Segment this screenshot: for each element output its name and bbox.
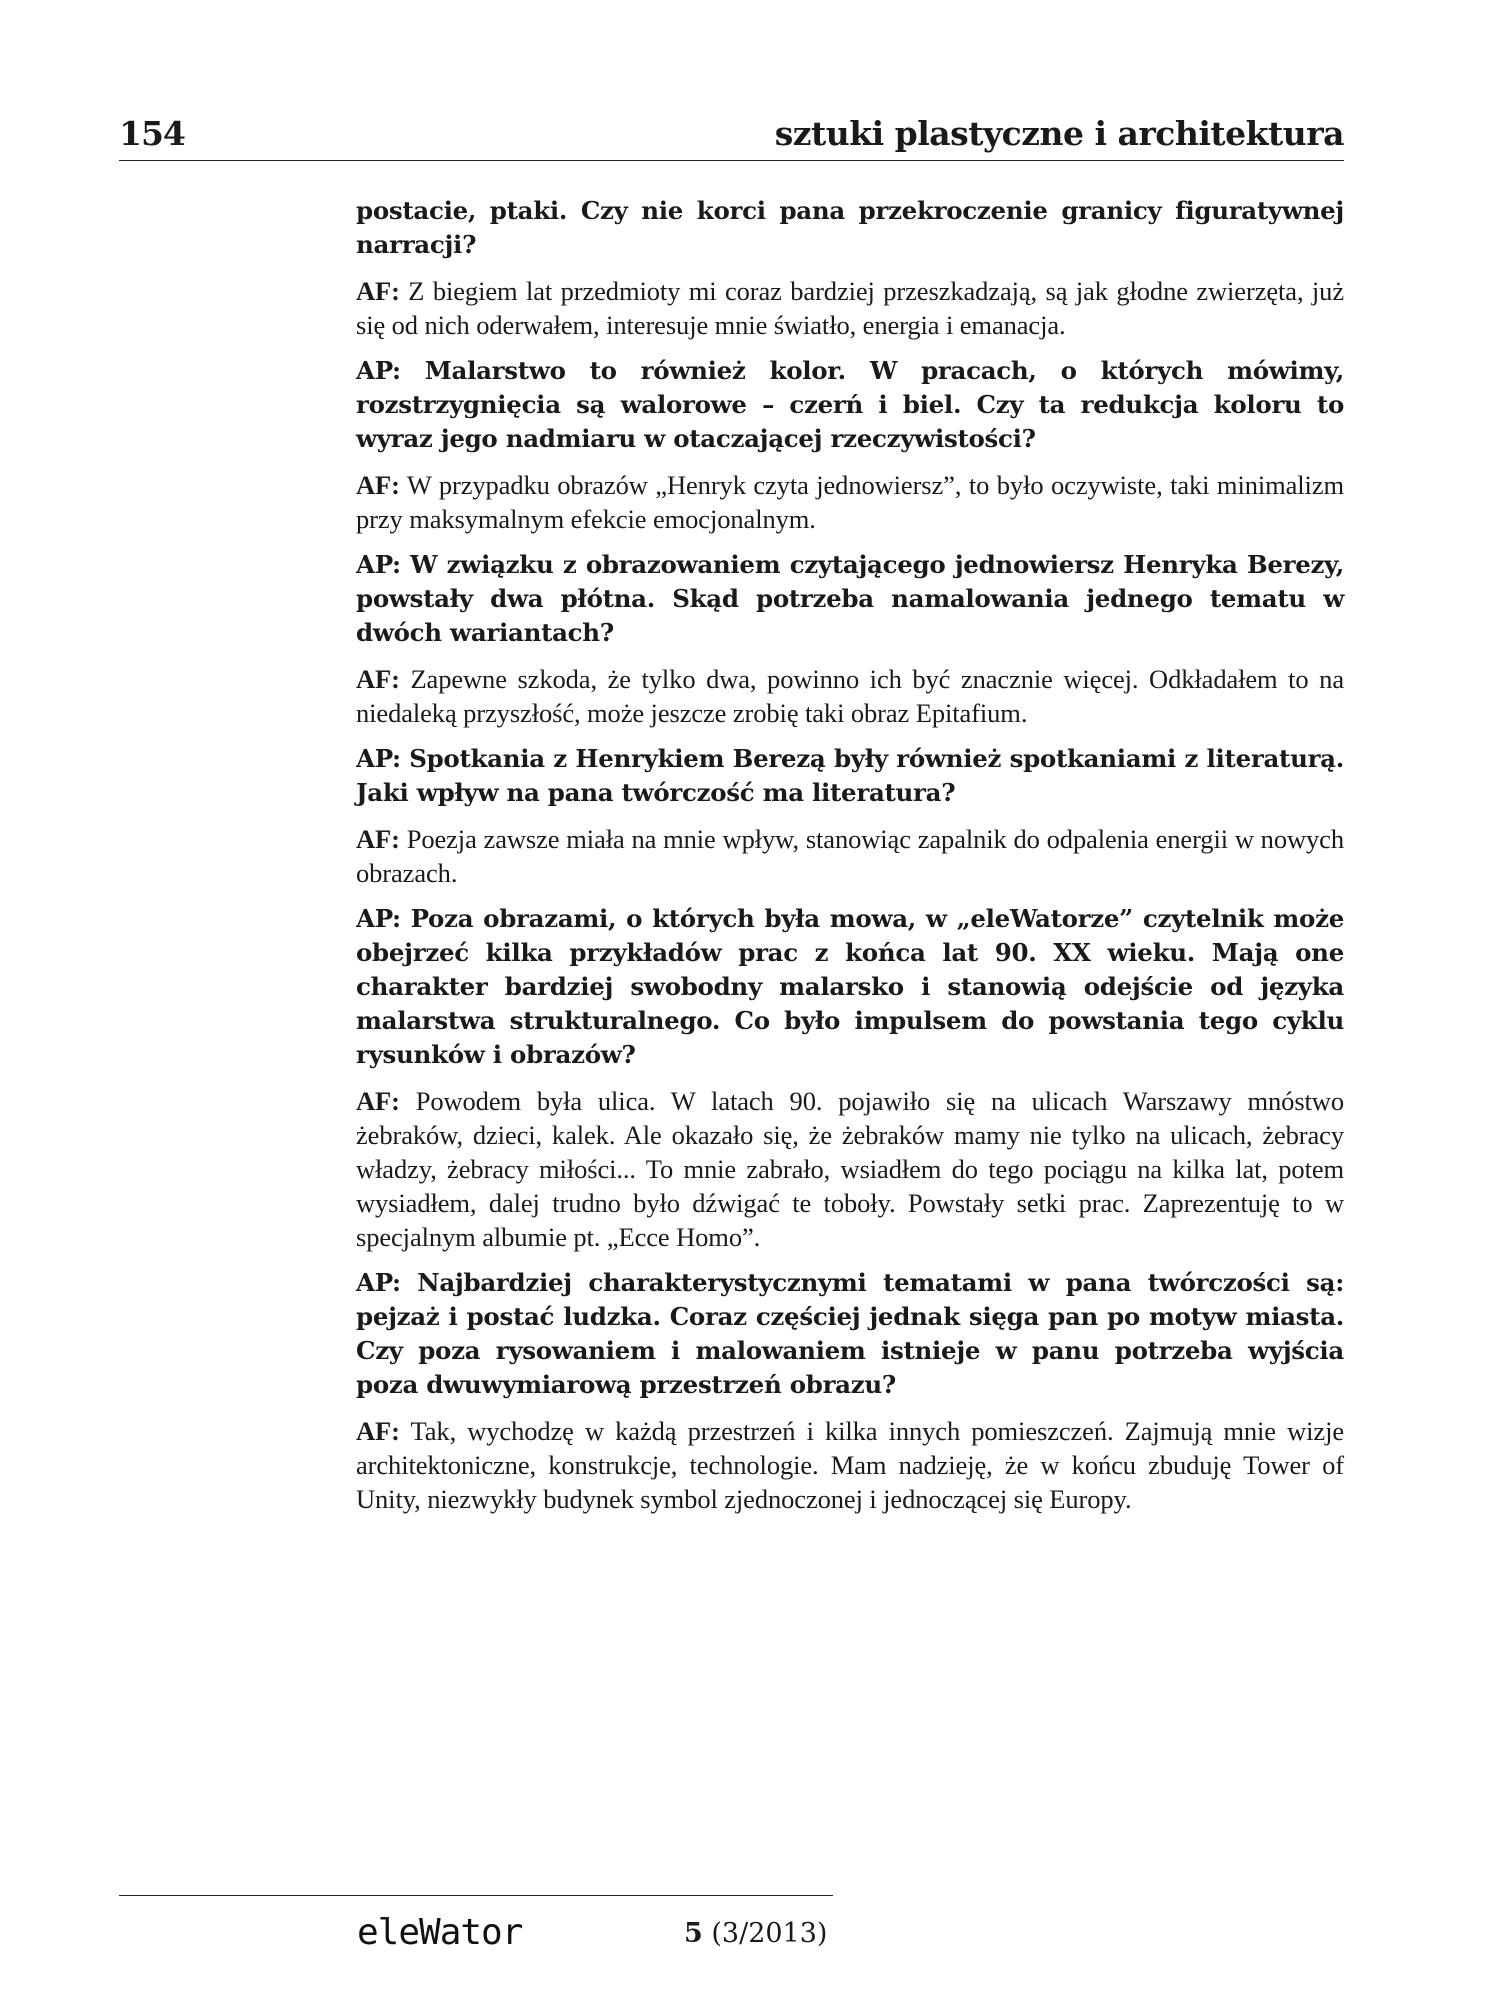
speaker-label: AF: (356, 664, 400, 694)
speaker-label: AF: (356, 1086, 400, 1116)
interviewer-question (356, 194, 1344, 262)
magazine-logo: eleWator (357, 1912, 523, 1953)
paragraph-text: Poza obrazami, o których była mowa, w „eleWatorze” czytelnik może obejrzeć kilka przykładów prac z końca lat 90. XX wieku. Mają one charakter bardziej swobodny malarsko i stanowią odejście od języka malarstwa strukturalnego. Co było impulsem do powstania tego cyklu rysunków i obrazów? (356, 904, 1344, 1069)
section-title: sztuki plastyczne i architektura (774, 114, 1344, 153)
interviewer-question (356, 548, 1344, 650)
speaker-label: AF: (356, 276, 400, 306)
paragraph-text: Poezja zawsze miała na mnie wpływ, stanowiąc zapalnik do odpalenia energii w nowych obrazach. (356, 824, 1344, 888)
speaker-label: AF: (356, 470, 400, 500)
paragraph-text: W przypadku obrazów „Henryk czyta jednowiersz”, to było oczywiste, taki minimalizm przy maksymalnym efekcie emocjonalnym. (356, 470, 1344, 534)
paragraph-text: Powodem była ulica. W latach 90. pojawiło się na ulicach Warszawy mnóstwo żebraków, dzieci, kalek. Ale okazało się, że żebraków mamy nie tylko na ulicach, żebracy władzy, żebracy miłości... To mnie zabrało, wsiadłem do tego pociągu na kilka lat, potem wysiadłem, dalej trudno było dźwigać te toboły. Powstały setki prac. Zaprezentuję to w specjalnym albumie pt. „Ecce Homo”. (356, 1086, 1344, 1252)
speaker-label: AF: (356, 1416, 400, 1446)
footer-divider (119, 1895, 833, 1896)
speaker-label: AP: (356, 356, 401, 385)
speaker-label: AP: (356, 904, 401, 933)
paragraph-text: Malarstwo to również kolor. W pracach, o których mówimy, rozstrzygnięcia są walorowe – czerń i biel. Czy ta redukcja koloru to wyraz jego nadmiaru w otaczającej rzeczywistości? (356, 356, 1344, 453)
speaker-label: AF: (356, 824, 400, 854)
speaker-label: AP: (356, 1268, 401, 1297)
interviewer-question (356, 742, 1344, 810)
speaker-label: AP: (356, 550, 401, 579)
speaker-label: AP: (356, 744, 401, 773)
artist-answer (356, 822, 1344, 890)
interviewer-question (356, 902, 1344, 1072)
artist-answer (356, 1414, 1344, 1516)
issue-number: 5 (684, 1918, 703, 1949)
interviewer-question (356, 1266, 1344, 1402)
artist-answer (356, 662, 1344, 730)
paragraph-text: Zapewne szkoda, że tylko dwa, powinno ich być znacznie więcej. Odkładałem to na niedaleką przyszłość, może jeszcze zrobię taki obraz Epitafium. (356, 664, 1344, 728)
issue-date: (3/2013) (711, 1918, 828, 1949)
artist-answer (356, 274, 1344, 342)
issue-info (684, 1918, 827, 1949)
artist-answer (356, 468, 1344, 536)
paragraph-text: Tak, wychodzę w każdą przestrzeń i kilka innych pomieszczeń. Zajmują mnie wizje architektoniczne, konstrukcje, technologie. Mam nadzieję, że w końcu zbuduję Tower of Unity, niezwykły budynek symbol zjednoczonej i jednoczącej się Europy. (356, 1416, 1344, 1514)
paragraph-text: W związku z obrazowaniem czytającego jednowiersz Henryka Berezy, powstały dwa płótna. Skąd potrzeba namalowania jednego tematu w dwóch wariantach? (356, 550, 1344, 647)
paragraph-text: Najbardziej charakterystycznymi tematami w pana twórczości są: pejzaż i postać ludzka. Coraz częściej jednak sięga pan po motyw miasta. Czy poza rysowaniem i malowaniem istnieje w panu potrzeba wyjścia poza dwuwymiarową przestrzeń obrazu? (356, 1268, 1344, 1399)
artist-answer (356, 1084, 1344, 1254)
interviewer-question (356, 354, 1344, 456)
paragraph-text: Spotkania z Henrykiem Berezą były również spotkaniami z literaturą. Jaki wpływ na pana twórczość ma literatura? (356, 744, 1344, 807)
paragraph-text: Z biegiem lat przedmioty mi coraz bardziej przeszkadzają, są jak głodne zwierzęta, już się od nich oderwałem, interesuje mnie światło, energia i emanacja. (356, 276, 1344, 340)
paragraph-text: postacie, ptaki. Czy nie korci pana przekroczenie granicy figuratywnej narracji? (356, 196, 1344, 259)
interview-text (356, 194, 1344, 1528)
page-header (119, 112, 1344, 161)
page-number: 154 (119, 114, 185, 153)
